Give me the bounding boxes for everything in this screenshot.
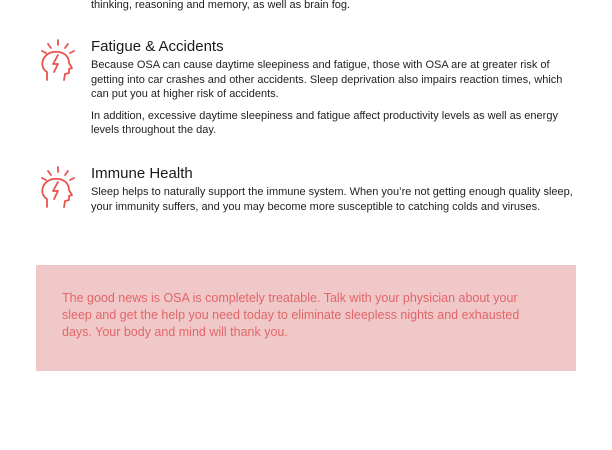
section-fatigue-accidents xyxy=(0,38,612,148)
section-paragraph: Sleep helps to naturally support the immune system. When you’re not getting enough quality sleep, your immunity suffers, and you may become more susceptible to catching colds and viruses. xyxy=(91,186,573,213)
section-body xyxy=(91,58,581,138)
intro-text: thinking, reasoning and memory, as well as brain fog. xyxy=(91,0,351,11)
section-body xyxy=(91,185,581,214)
head-lightning-icon xyxy=(34,165,80,209)
callout-box xyxy=(36,265,576,371)
section-title: Fatigue & Accidents xyxy=(91,38,224,55)
callout-text: The good news is OSA is completely treatable. Talk with your physician about your sleep and get the help you need today to eliminate sleepless nights and exhausted days. Your body and mind will thank you. xyxy=(62,291,520,339)
section-title: Immune Health xyxy=(91,165,193,182)
section-paragraph: In addition, excessive daytime sleepiness and fatigue affect productivity levels as well as energy levels throughout the day. xyxy=(91,109,558,136)
head-lightning-icon xyxy=(34,38,80,82)
section-paragraph: Because OSA can cause daytime sleepiness and fatigue, those with OSA are at greater risk of getting into car crashes and other accidents. Sleep deprivation also impairs reaction times, which can put you at higher risk of accidents. xyxy=(91,59,563,100)
section-immune-health xyxy=(0,165,612,245)
